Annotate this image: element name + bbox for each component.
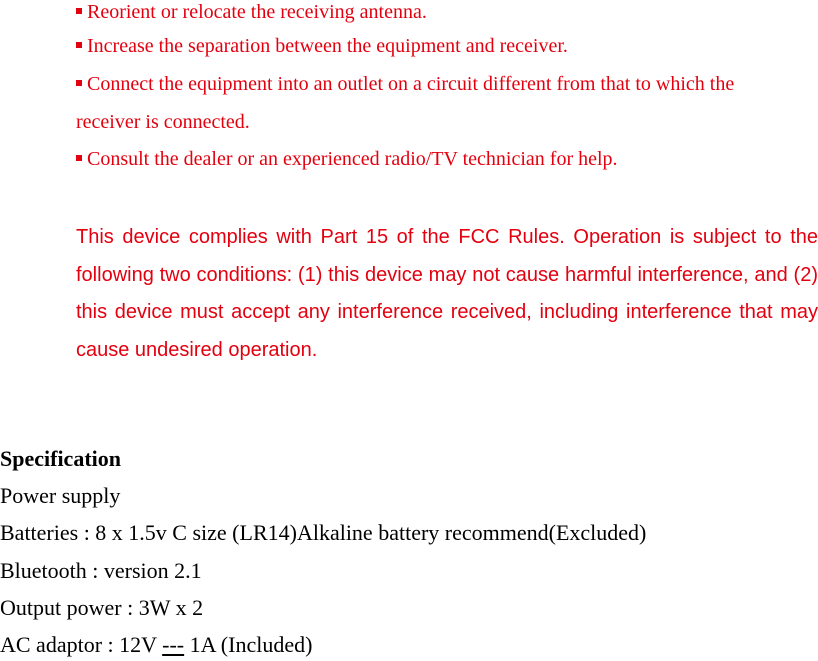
ac-adaptor-suffix: 1A (Included)	[184, 632, 313, 657]
bullet-reorient-antenna	[76, 0, 427, 24]
bullet-text: Reorient or relocate the receiving antenna.	[87, 1, 427, 23]
ac-adaptor-spec	[0, 630, 312, 660]
fcc-compliance-statement: This device complies with Part 15 of the FCC Rules. Operation is subject to the following two conditions: (1) this device may not cause harmful interference, and (2) this device must accept any interference received, including interference that may cause undesired operation.	[76, 226, 818, 361]
bullet-text: receiver is connected.	[76, 111, 250, 133]
bullet-increase-separation	[76, 34, 568, 58]
bullet-text: Increase the separation between the equipment and receiver.	[87, 35, 568, 57]
bullet-connect-outlet-continued	[76, 110, 250, 134]
bullet-consult-dealer	[76, 147, 618, 171]
square-bullet-icon	[76, 42, 82, 48]
square-bullet-icon	[76, 155, 82, 161]
bluetooth-spec: Bluetooth : version 2.1	[0, 558, 202, 583]
bullet-text: Consult the dealer or an experienced radio/TV technician for help.	[87, 148, 618, 170]
bullet-connect-outlet	[76, 72, 734, 96]
square-bullet-icon	[76, 80, 82, 86]
power-supply-label: Power supply	[0, 483, 121, 508]
specification-heading: Specification	[0, 446, 121, 471]
output-power-spec: Output power : 3W x 2	[0, 595, 204, 620]
square-bullet-icon	[76, 8, 82, 14]
bullet-text: Connect the equipment into an outlet on a circuit different from that to which the	[87, 73, 735, 95]
dc-symbol: ---	[162, 632, 185, 657]
ac-adaptor-prefix: AC adaptor : 12V	[0, 632, 163, 657]
batteries-spec: Batteries : 8 x 1.5v C size (LR14)Alkaline battery recommend(Excluded)	[0, 520, 647, 545]
